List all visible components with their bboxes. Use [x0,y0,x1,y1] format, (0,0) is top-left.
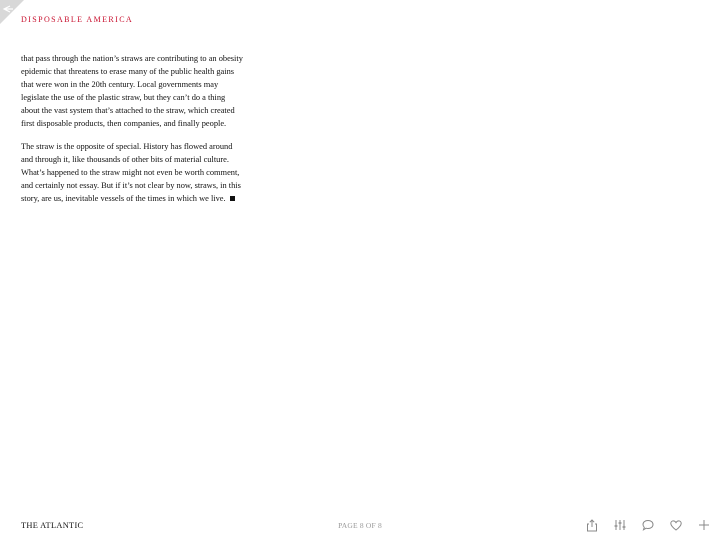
plus-icon [698,519,710,531]
article-paragraph: that pass through the nation’s straws are contributing to an obesity epidemic that threatens to erase many of the public health gains that were won in the 20th century. Local governments may legislate the use of the plastic straw, but they can’t do a thing about the vast system that’s attached to the straw, which created first disposable products, then companies, and finally people. [21,54,243,128]
publication-brand: THE ATLANTIC [21,521,84,530]
end-mark-icon [230,196,235,201]
settings-icon [614,519,626,531]
comment-icon [642,519,654,531]
heart-icon [670,520,682,531]
section-label: DISPOSABLE AMERICA [21,15,134,24]
share-icon [586,519,598,532]
article-paragraph-text: The straw is the opposite of special. History has flowed around and through it, like thousands of other bits of material culture. What’s happened to the straw might not even be worth comment, and certainly not essay. But if it’s not clear by now, straws, in this story, are us, inevitable vessels of the times in which we live. [21,142,241,203]
like-button[interactable] [669,519,682,532]
add-button[interactable] [697,519,710,532]
settings-button[interactable] [613,519,626,532]
share-button[interactable] [585,519,598,532]
page-indicator: PAGE 8 OF 8 [338,521,382,530]
comment-button[interactable] [641,519,654,532]
footer-toolbar [585,516,710,534]
article-paragraph-final [21,140,243,205]
article-body [21,52,243,215]
